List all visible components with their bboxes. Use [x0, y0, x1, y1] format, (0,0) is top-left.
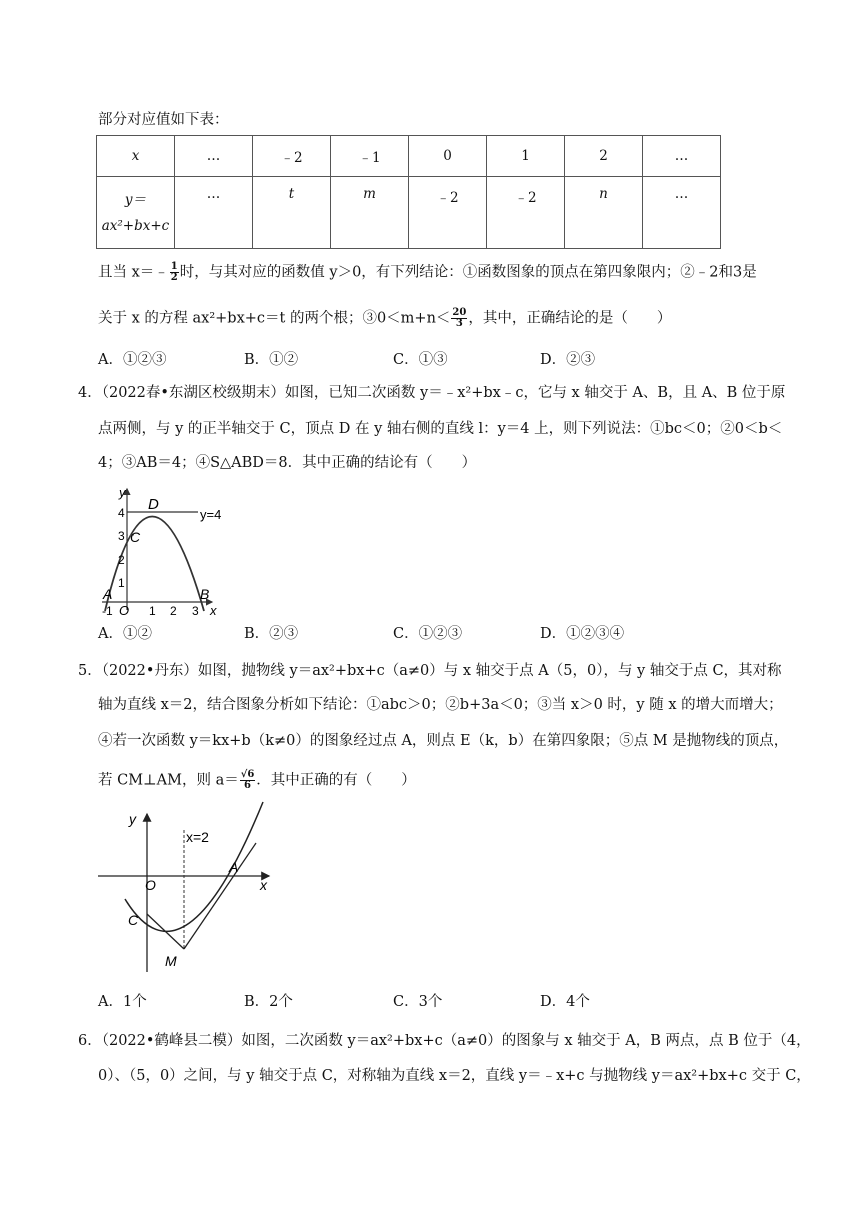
x-axis-label: x	[210, 603, 217, 618]
y-tick-2: 2	[118, 553, 125, 567]
table-cell: 2	[565, 136, 643, 177]
q5-option-b[interactable]: B．2个	[244, 994, 293, 1010]
table-cell: 0	[409, 136, 487, 177]
x-tick-1: 1	[149, 604, 156, 618]
fraction: $\frac{20}{3}$	[452, 307, 467, 329]
line-label: y=4	[200, 507, 222, 522]
table-cell: …	[643, 136, 721, 177]
table-intro: 部分对应值如下表：	[98, 112, 229, 128]
point-c-label: C	[128, 912, 139, 928]
q5-figure	[95, 808, 285, 976]
q3-option-c[interactable]: C．①③	[393, 352, 448, 368]
q5-line-3: ④若一次函数 y＝kx+b（k≠0）的图象经过点 A，则点 E（k，b）在第四象限；⑤点 M 是抛物线的顶点，	[98, 733, 789, 749]
fraction: $\frac{√6}{6}$	[240, 769, 255, 791]
q5-line-4: 若 CM⊥AM，则 a＝ $\frac{√6}{6}$ ．其中正确的有（ ）	[98, 769, 416, 791]
value-table	[96, 135, 721, 249]
x-tick-neg1: -1	[102, 604, 113, 618]
q4-option-c[interactable]: C．①②③	[393, 626, 463, 642]
origin-label: O	[145, 877, 156, 893]
segment-cm	[147, 914, 184, 949]
table-cell: ﹣2	[487, 177, 565, 249]
point-d-label: D	[148, 496, 159, 513]
table-cell: 1	[487, 136, 565, 177]
table-cell: …	[643, 177, 721, 249]
q5-option-d[interactable]: D．4个	[540, 994, 590, 1010]
q4-option-d[interactable]: D．①②③④	[540, 626, 625, 642]
table-cell: …	[175, 177, 253, 249]
q3-option-a[interactable]: A．①②③	[98, 352, 167, 368]
y-axis-label: y	[129, 811, 136, 827]
origin-label: O	[119, 603, 130, 618]
q4-line-1: 4．（2022春•东湖区校级期末）如图，已知二次函数 y＝﹣x²+bx﹣c，它与 x 轴交于 A、B，且 A、B 位于原	[78, 385, 786, 401]
q6-line-1: 6．（2022•鹤峰县二模）如图，二次函数 y＝ax²+bx+c（a≠0）的图象与 x 轴交于 A，B 两点，点 B 位于（4，	[78, 1033, 811, 1049]
q5-option-a[interactable]: A．1个	[98, 994, 147, 1010]
q4-figure	[100, 484, 230, 618]
axis-label: x=2	[186, 829, 209, 845]
table-cell: …	[175, 136, 253, 177]
y-tick-1: 1	[118, 576, 125, 590]
point-c-label: C	[130, 529, 141, 545]
q4-option-a[interactable]: A．①②	[98, 626, 152, 642]
table-cell: x	[97, 136, 175, 177]
y-axis-label: y	[119, 485, 126, 500]
y-tick-4: 4	[118, 506, 125, 520]
q5-option-c[interactable]: C．3个	[393, 994, 443, 1010]
point-m-label: M	[165, 953, 177, 969]
table-row	[97, 136, 721, 177]
table-cell: m	[331, 177, 409, 249]
q3-option-d[interactable]: D．②③	[540, 352, 596, 368]
table-cell: ﹣2	[253, 136, 331, 177]
table-head-y: y＝	[124, 191, 147, 208]
q6-line-2: 0）、（5，0）之间，与 y 轴交于点 C，对称轴为直线 x＝2，直线 y＝﹣x+c 与抛物线 y＝ax²+bx+c 交于 C，	[98, 1068, 811, 1084]
q3-line-2: 关于 x 的方程 ax²+bx+c＝t 的两个根；③0＜m+n＜ $\frac{20}{3}$ ，其中，正确结论的是（ ）	[98, 307, 672, 329]
segment-ma	[184, 843, 256, 949]
table-head-expr: ax²+bx+c	[101, 217, 170, 234]
q4-line-2: 点两侧，与 y 的正半轴交于 C，顶点 D 在 y 轴右侧的直线 l：y＝4 上，则下列说法：①bc＜0；②0＜b＜	[98, 421, 783, 437]
q3-option-b[interactable]: B．①②	[244, 352, 299, 368]
table-cell	[97, 177, 175, 249]
table-cell: ﹣2	[409, 177, 487, 249]
parabola	[125, 802, 263, 931]
x-axis-label: x	[260, 877, 267, 893]
table-cell: ﹣1	[331, 136, 409, 177]
table-cell: t	[253, 177, 331, 249]
fraction: $\frac{1}{2}$	[170, 261, 178, 283]
q3-line-1: 且当 x＝﹣ $\frac{1}{2}$ 时，与其对应的函数值 y＞0，有下列结论：①函数图象的顶点在第四象限内；②﹣2和3是	[98, 261, 757, 283]
x-tick-2: 2	[170, 604, 177, 618]
point-a-label: A	[103, 586, 113, 602]
y-tick-3: 3	[118, 529, 125, 543]
point-b-label: B	[200, 586, 210, 602]
table-cell: n	[565, 177, 643, 249]
point-a-label: A	[229, 859, 239, 875]
q4-line-3: 4；③AB＝4；④S△ABD＝8．其中正确的结论有（ ）	[98, 455, 477, 471]
table-row	[97, 177, 721, 249]
q4-option-b[interactable]: B．②③	[244, 626, 299, 642]
x-tick-3: 3	[192, 604, 199, 618]
q5-line-2: 轴为直线 x＝2，结合图象分析如下结论：①abc＞0；②b+3a＜0；③当 x＞0 时，y 随 x 的增大而增大；	[98, 697, 783, 713]
q5-line-1: 5．（2022•丹东）如图，抛物线 y＝ax²+bx+c（a≠0）与 x 轴交于点 A（5，0），与 y 轴交于点 C，其对称	[78, 663, 782, 679]
